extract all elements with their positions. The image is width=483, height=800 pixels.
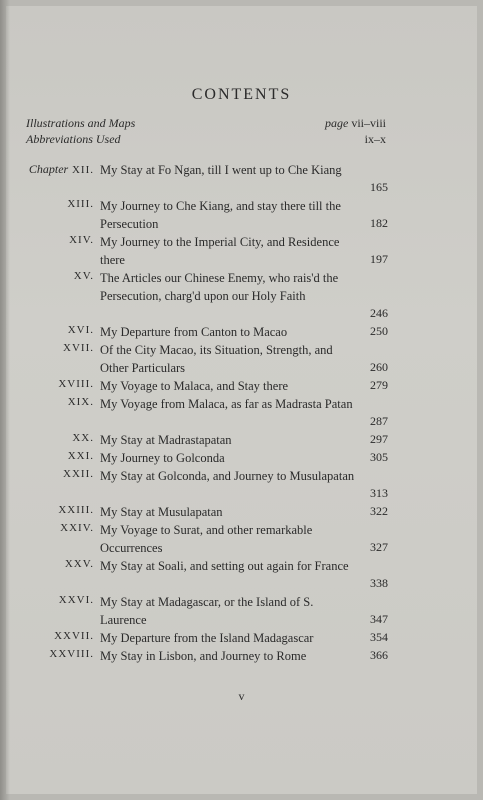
toc-entry: [0, 341, 483, 377]
chapter-number: [74, 270, 94, 282]
chapter-page-number: 246: [370, 306, 388, 320]
chapter-number: [68, 450, 94, 462]
chapter-numeral: XXIV.: [60, 522, 94, 534]
toc-entry: [0, 269, 483, 323]
chapter-numeral: XV.: [73, 270, 94, 282]
front-matter-row: [26, 116, 386, 132]
chapter-numeral: XXVI.: [58, 594, 94, 606]
chapter-numeral: XXII.: [63, 468, 94, 480]
toc-entry: [0, 521, 483, 557]
toc-entry: [0, 503, 483, 521]
chapter-number: [63, 468, 94, 480]
toc-entry: [0, 557, 483, 593]
chapter-title: My Voyage from Malaca, as far as Madrasta Patan: [100, 397, 353, 411]
toc-entry: [0, 431, 483, 449]
chapter-title: My Journey to Golconda: [100, 451, 225, 465]
chapter-numeral: XXV.: [64, 558, 94, 570]
chapter-page-number: 366: [370, 648, 388, 662]
chapter-number: [49, 648, 94, 660]
toc-entry: [0, 647, 483, 665]
chapter-numeral: XX.: [72, 432, 94, 444]
chapter-page-number: 182: [370, 216, 388, 230]
chapter-numeral: XII.: [71, 164, 94, 176]
toc-entry: [0, 323, 483, 341]
chapter-title: My Stay at Madagascar, or the Island of S. Laurence: [100, 595, 314, 627]
toc-entry: [0, 161, 483, 197]
chapter-numeral: XIII.: [67, 198, 94, 210]
chapter-page-number: 287: [370, 414, 388, 428]
chapter-title: My Stay at Golconda, and Journey to Musulapatan: [100, 469, 355, 483]
chapter-page-number: 305: [370, 450, 388, 464]
chapter-number: [58, 504, 94, 516]
toc-entry: [0, 467, 483, 503]
toc-entry: [0, 197, 483, 233]
chapter-title: Of the City Macao, its Situation, Strength, and Other Particulars: [100, 343, 333, 375]
toc-entry: [0, 593, 483, 629]
chapter-page-number: 327: [370, 540, 388, 554]
chapter-title: My Stay at Soali, and setting out again for France: [100, 559, 349, 573]
chapter-page-number: 297: [370, 432, 388, 446]
chapter-number: [58, 378, 94, 390]
chapter-number: [69, 234, 94, 246]
front-matter-label: Abbreviations Used: [26, 132, 121, 146]
chapter-numeral: XXIII.: [58, 504, 94, 516]
chapter-numeral: XIV.: [69, 234, 94, 246]
front-matter-pages: [325, 116, 386, 131]
chapter-numeral: XIX.: [67, 396, 94, 408]
chapter-title: My Stay at Musulapatan: [100, 505, 223, 519]
chapter-page-number: 165: [370, 180, 388, 194]
chapter-word: Chapter: [28, 162, 69, 176]
chapter-page-number: 313: [370, 486, 388, 500]
toc-entry: [0, 395, 483, 431]
chapter-title: The Articles our Chinese Enemy, who rais'd the Persecution, charg'd upon our Holy Faith: [100, 271, 339, 303]
chapter-title: My Voyage to Surat, and other remarkable Occurrences: [100, 523, 313, 555]
chapter-number: [59, 594, 94, 606]
chapter-title: My Journey to the Imperial City, and Residence there: [100, 235, 340, 267]
chapter-title: My Departure from Canton to Macao: [100, 325, 288, 339]
chapter-number: [60, 522, 94, 534]
chapter-page-number: 338: [370, 576, 388, 590]
front-matter-page-range: ix–x: [364, 132, 386, 146]
chapter-page-number: 250: [370, 324, 388, 338]
chapter-title: My Stay in Lisbon, and Journey to Rome: [100, 649, 307, 663]
chapter-page-number: 279: [370, 378, 388, 392]
chapter-number: [72, 432, 94, 444]
toc-entry: [0, 377, 483, 395]
chapter-numeral: XVIII.: [58, 378, 94, 390]
chapter-page-number: 322: [370, 504, 388, 518]
chapter-page-number: 260: [370, 360, 388, 374]
toc-entry: [0, 449, 483, 467]
page-title: CONTENTS: [191, 86, 292, 103]
chapter-number: [68, 396, 94, 408]
chapter-numeral: XVII.: [63, 342, 94, 354]
chapter-number: [68, 324, 94, 336]
chapter-numeral: XXI.: [67, 450, 94, 462]
chapter-page-number: 347: [370, 612, 388, 626]
front-matter-label: Illustrations and Maps: [26, 116, 136, 130]
chapter-number: [65, 558, 94, 570]
chapter-numeral: XXVII.: [54, 630, 94, 642]
chapter-title: My Stay at Madrastapatan: [100, 433, 232, 447]
front-matter-page-range: vii–viii: [351, 116, 386, 130]
chapter-title: My Voyage to Malaca, and Stay there: [100, 379, 289, 393]
toc-entry: [0, 629, 483, 647]
chapter-number: [63, 342, 94, 354]
chapter-title: My Stay at Fo Ngan, till I went up to Che Kiang: [100, 163, 342, 177]
chapter-numeral: XVI.: [67, 324, 94, 336]
chapter-title: My Journey to Che Kiang, and stay there till the Persecution: [100, 199, 341, 231]
chapter-numeral: XXVIII.: [49, 648, 94, 660]
toc-entry: [0, 233, 483, 269]
page-folio: v: [238, 689, 245, 703]
chapter-number: [54, 630, 94, 642]
chapter-title: My Departure from the Island Madagascar: [100, 631, 314, 645]
page-label: page: [325, 116, 349, 130]
chapter-page-number: 197: [370, 252, 388, 266]
front-matter-row: [26, 132, 386, 148]
chapter-number: [67, 198, 94, 210]
chapter-page-number: 354: [370, 630, 388, 644]
chapter-number: [29, 162, 94, 177]
